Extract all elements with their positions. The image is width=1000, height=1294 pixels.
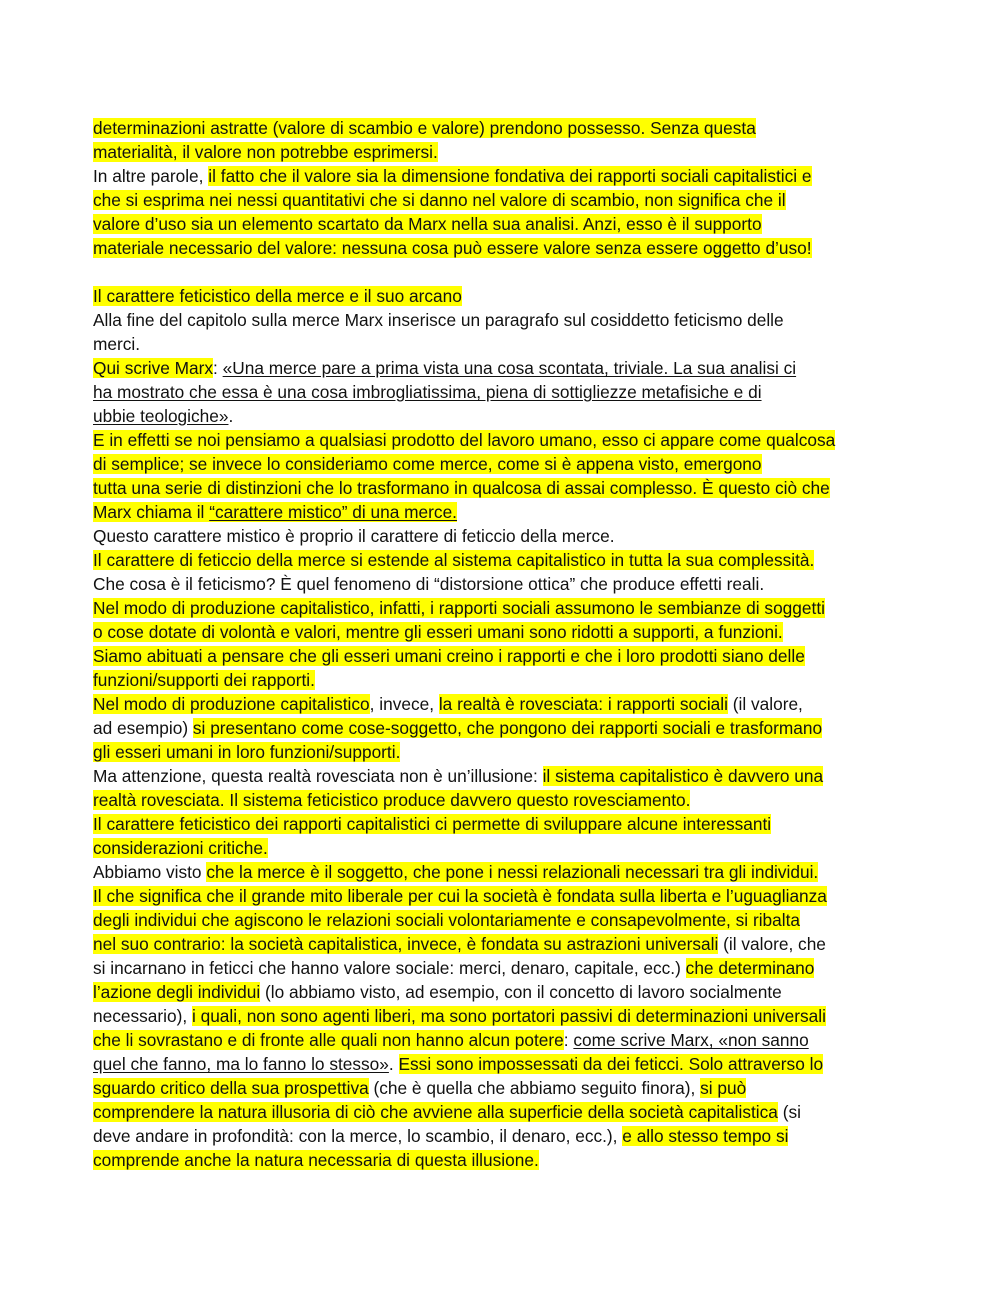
highlighted-text: funzioni/supporti dei rapporti. [93, 670, 315, 690]
body-text: Alla fine del capitolo sulla merce Marx inserisce un paragrafo sul cosiddetto feticismo delle [93, 310, 784, 330]
text-line [93, 572, 913, 596]
text-line [93, 1100, 913, 1124]
body-text: : [213, 358, 223, 378]
highlighted-text: si può [700, 1078, 747, 1098]
highlighted-text: che determinano [685, 958, 815, 978]
highlighted-text: materialità, il valore non potrebbe esprimersi. [93, 142, 438, 162]
text-line [93, 980, 913, 1004]
highlighted-text: Nel modo di produzione capitalistico [93, 694, 370, 714]
document-page [93, 116, 913, 1172]
body-text: (il valore, che [718, 934, 826, 954]
highlighted-text: gli esseri umani in loro funzioni/supporti. [93, 742, 401, 762]
text-line [93, 452, 913, 476]
highlighted-text: realtà rovesciata. Il sistema feticistico produce davvero questo rovesciamento. [93, 790, 691, 810]
highlighted-text: Nel modo di produzione capitalistico, infatti, i rapporti sociali assumono le sembianze di soggetti [93, 598, 825, 618]
highlighted-text: Marx chiama il [93, 502, 210, 522]
highlighted-text: o cose dotate di volontà e valori, mentre gli esseri umani sono ridotti a supporti, a funzioni. [93, 622, 783, 642]
text-line [93, 860, 913, 884]
quoted-text: ha mostrato che essa è una cosa imbrogliatissima, piena di sottigliezze metafisiche e di [93, 382, 762, 402]
quoted-text: «Una merce pare a prima vista una cosa scontata, triviale. La sua analisi ci [222, 358, 797, 378]
text-line [93, 500, 913, 524]
body-text: (che è quella che abbiamo seguito finora), [368, 1078, 701, 1098]
body-text: Ma attenzione, questa realtà rovesciata non è un’illusione: [93, 766, 543, 786]
highlighted-text: la realtà è rovesciata: i rapporti sociali [438, 694, 728, 714]
text-line [93, 1124, 913, 1148]
body-text: (il valore, [727, 694, 803, 714]
text-line [93, 380, 913, 404]
body-text: ad esempio) [93, 718, 193, 738]
highlighted-text: nel suo contrario: la società capitalistica, invece, è fondata su astrazioni universali [93, 934, 719, 954]
highlighted-text: Il che significa che il grande mito liberale per cui la società è fondata sulla liberta e l’uguaglianza [93, 886, 827, 906]
body-text: . [388, 1054, 399, 1074]
text-line [93, 764, 913, 788]
text-line [93, 908, 913, 932]
highlighted-text: Essi sono impossessati da dei feticci. Solo attraverso lo [398, 1054, 824, 1074]
highlighted-text: Siamo abituati a pensare che gli esseri umani creino i rapporti e che i loro prodotti siano delle [93, 646, 805, 666]
highlighted-text: E in effetti se noi pensiamo a qualsiasi prodotto del lavoro umano, esso ci appare come qualcosa [93, 430, 836, 450]
quoted-text: come scrive Marx, «non sanno [573, 1030, 809, 1050]
highlighted-text: il sistema capitalistico è davvero una [542, 766, 824, 786]
highlighted-text: Il carattere feticistico della merce e il suo arcano [93, 286, 462, 306]
highlighted-text: comprendere la natura illusoria di ciò che avviene alla superficie della società capitalistica [93, 1102, 778, 1122]
text-line [93, 740, 913, 764]
body-text: (si [777, 1102, 801, 1122]
body-text: (lo abbiamo visto, ad esempio, con il concetto di lavoro socialmente [260, 982, 782, 1002]
text-line [93, 284, 913, 308]
highlighted-text: Il carattere di feticcio della merce si estende al sistema capitalistico in tutta la sua complessità. [93, 550, 815, 570]
text-line [93, 932, 913, 956]
highlighted-text: comprende anche la natura necessaria di questa illusione. [93, 1150, 539, 1170]
highlighted-text: di semplice; se invece lo consideriamo come merce, come si è appena visto, emergono [93, 454, 762, 474]
highlighted-text: il fatto che il valore sia la dimensione fondativa dei rapporti sociali capitalistici e [208, 166, 812, 186]
highlighted-text: considerazioni critiche. [93, 838, 268, 858]
highlighted-text: “carattere mistico” di una merce. [209, 502, 457, 522]
text-line [93, 836, 913, 860]
text-line [93, 428, 913, 452]
text-line [93, 956, 913, 980]
body-text: si incarnano in feticci che hanno valore sociale: merci, denaro, capitale, ecc.) [93, 958, 686, 978]
highlighted-text: Qui scrive Marx [93, 358, 214, 378]
body-text: : [563, 1030, 574, 1050]
body-text: merci. [93, 334, 141, 354]
text-line [93, 884, 913, 908]
text-line [93, 116, 913, 140]
text-line [93, 1004, 913, 1028]
text-line [93, 668, 913, 692]
text-line [93, 644, 913, 668]
highlighted-text: materiale necessario del valore: nessuna cosa può essere valore senza essere oggetto d’uso! [93, 238, 812, 258]
text-line [93, 812, 913, 836]
highlighted-text: che li sovrastano e di fronte alle quali non hanno alcun potere [93, 1030, 564, 1050]
body-text: necessario), [93, 1006, 192, 1026]
text-line [93, 548, 913, 572]
body-text: , invece, [369, 694, 439, 714]
text-line [93, 716, 913, 740]
text-line [93, 308, 913, 332]
text-line [93, 476, 913, 500]
text-line [93, 692, 913, 716]
body-text: In altre parole, [93, 166, 209, 186]
text-line [93, 1148, 913, 1172]
quoted-text: quel che fanno, ma lo fanno lo stesso» [93, 1054, 389, 1074]
highlighted-text: che si esprima nei nessi quantitativi che si danno nel valore di scambio, non significa che il [93, 190, 786, 210]
text-line [93, 788, 913, 812]
text-line [93, 236, 913, 260]
body-text: Questo carattere mistico è proprio il carattere di feticcio della merce. [93, 526, 615, 546]
text-line [93, 212, 913, 236]
body-text: Abbiamo visto [93, 862, 207, 882]
text-line [93, 356, 913, 380]
text-line [93, 164, 913, 188]
text-line [93, 1076, 913, 1100]
body-text: deve andare in profondità: con la merce, lo scambio, il denaro, ecc.), [93, 1126, 623, 1146]
highlighted-text: che la merce è il soggetto, che pone i nessi relazionali necessari tra gli individui. [206, 862, 819, 882]
text-line [93, 332, 913, 356]
highlighted-text: e allo stesso tempo si [622, 1126, 789, 1146]
highlighted-text: determinazioni astratte (valore di scambio e valore) prendono possesso. Senza questa [93, 118, 756, 138]
text-line [93, 596, 913, 620]
highlighted-text: i quali, non sono agenti liberi, ma sono portatori passivi di determinazioni universali [191, 1006, 826, 1026]
text-line [93, 1052, 913, 1076]
body-text: Che cosa è il feticismo? È quel fenomeno di “distorsione ottica” che produce effetti reali. [93, 574, 765, 594]
highlighted-text: l’azione degli individui [93, 982, 261, 1002]
text-line [93, 1028, 913, 1052]
quoted-text: ubbie teologiche» [93, 406, 229, 426]
text-line [93, 188, 913, 212]
text-line [93, 524, 913, 548]
highlighted-text: tutta una serie di distinzioni che lo trasformano in qualcosa di assai complesso. È questo ciò che [93, 478, 830, 498]
highlighted-text: Il carattere feticistico dei rapporti capitalistici ci permette di sviluppare alcune interessanti [93, 814, 772, 834]
highlighted-text: sguardo critico della sua prospettiva [93, 1078, 369, 1098]
highlighted-text: degli individui che agiscono le relazioni sociali volontariamente e consapevolmente, si ribalta [93, 910, 801, 930]
text-line [93, 404, 913, 428]
text-line [93, 140, 913, 164]
blank-line [93, 260, 913, 284]
text-line [93, 620, 913, 644]
highlighted-text: si presentano come cose-soggetto, che pongono dei rapporti sociali e trasformano [192, 718, 823, 738]
body-text: . [228, 406, 234, 426]
highlighted-text: valore d’uso sia un elemento scartato da Marx nella sua analisi. Anzi, esso è il supporto [93, 214, 762, 234]
